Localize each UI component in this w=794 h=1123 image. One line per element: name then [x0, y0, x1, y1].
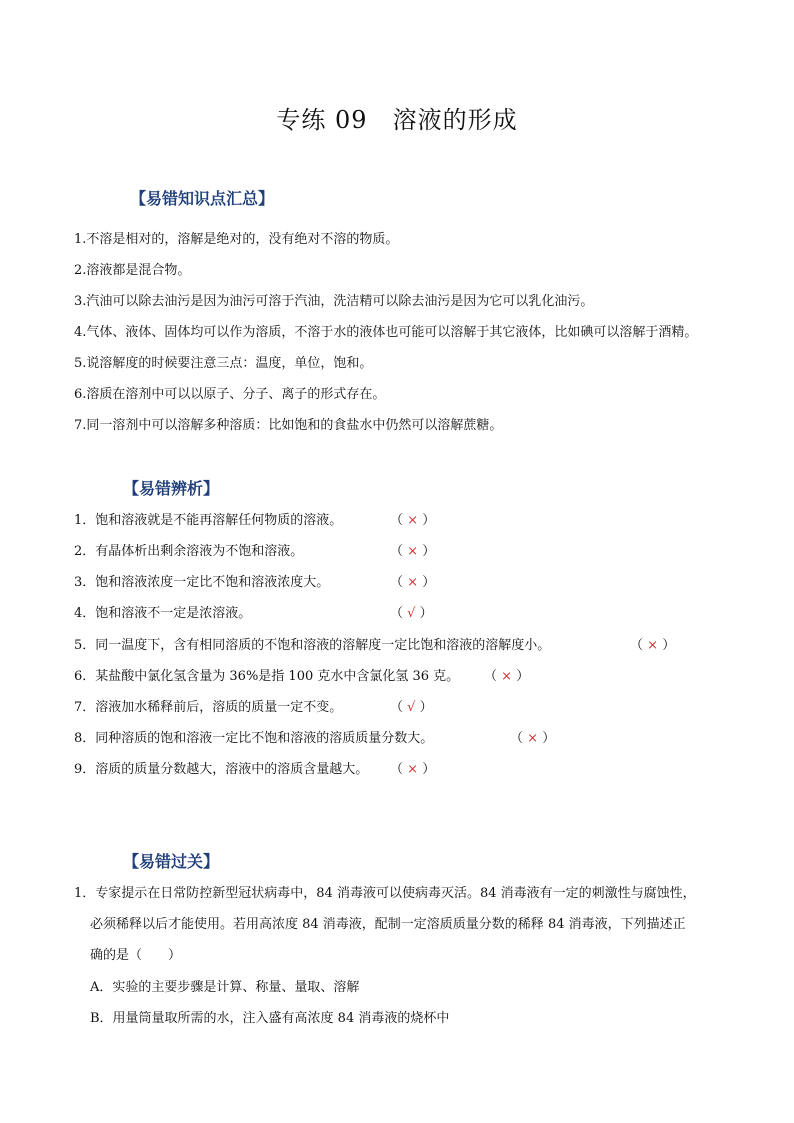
knowledge-item-1: 1.不溶是相对的，溶解是绝对的，没有绝对不溶的物质。 [74, 232, 399, 247]
page-title: 专练 09 溶液的形成 [276, 106, 518, 134]
knowledge-item-4: 4.气体、液体、固体均可以作为溶质，不溶于水的液体也可能可以溶解于其它液体，比如碘可以溶解于酒精。 [74, 325, 698, 340]
question-1-line-3: 确的是（ ） [90, 948, 182, 963]
knowledge-item-6: 6.溶质在溶剂中可以以原子、分子、离子的形式存在。 [74, 387, 386, 402]
judge-text: 2．有晶体析出剩余溶液为不饱和溶液。 [74, 544, 304, 559]
question-1-option-b: B．用量筒量取所需的水，注入盛有高浓度 84 消毒液的烧杯中 [90, 1011, 450, 1026]
knowledge-item-5: 5.说溶解度的时候要注意三点：温度，单位，饱和。 [74, 356, 373, 371]
judge-item-3 [74, 571, 329, 590]
knowledge-item-7: 7.同一溶剂中可以溶解多种溶质：比如饱和的食盐水中仍然可以溶解蔗糖。 [74, 418, 503, 433]
knowledge-item-3: 3.汽油可以除去油污是因为油污可溶于汽油，洗洁精可以除去油污是因为它可以乳化油污。 [74, 294, 594, 309]
judge-item-2 [74, 540, 303, 559]
judge-answer: （ × ） [510, 731, 556, 746]
cross-mark: × [407, 762, 419, 777]
cross-mark: × [501, 669, 513, 684]
judge-item-6 [74, 665, 459, 684]
section-heading-discrimination: 【易错辨析】 [123, 479, 220, 498]
question-1-line-1: 1．专家提示在日常防控新型冠状病毒中，84 消毒液可以使病毒灭活。84 消毒液有一定的刺激性与腐蚀性， [74, 886, 696, 901]
judge-answer: （ × ） [390, 762, 436, 777]
judge-text: 4．饱和溶液不一定是浓溶液。 [74, 606, 252, 621]
judge-item-7 [74, 696, 342, 715]
judge-text: 3．饱和溶液浓度一定比不饱和溶液浓度大。 [74, 575, 330, 590]
knowledge-item-2: 2.溶液都是混合物。 [74, 263, 191, 278]
judge-text: 8．同种溶质的饱和溶液一定比不饱和溶液的溶质质量分数大。 [74, 731, 434, 746]
judge-item-1 [74, 509, 342, 528]
judge-text: 5．同一温度下，含有相同溶质的不饱和溶液的溶解度一定比饱和溶液的溶解度小。 [74, 638, 551, 653]
judge-item-9 [74, 758, 368, 777]
judge-text: 9．溶质的质量分数越大，溶液中的溶质含量越大。 [74, 762, 369, 777]
judge-item-4 [74, 602, 251, 621]
cross-mark: × [407, 575, 419, 590]
check-mark: √ [407, 700, 416, 715]
judge-answer: （ √ ） [390, 700, 433, 715]
question-1-line-2: 必须稀释以后才能使用。若用高浓度 84 消毒液，配制一定溶质质量分数的稀释 84 消毒液，下列描述正 [90, 917, 686, 932]
cross-mark: × [527, 731, 539, 746]
section-heading-knowledge: 【易错知识点汇总】 [130, 189, 275, 208]
judge-item-5 [74, 634, 550, 653]
question-1-option-a: A．实验的主要步骤是计算、称量、量取、溶解 [90, 980, 360, 995]
cross-mark: × [407, 544, 419, 559]
judge-answer: （ × ） [630, 638, 676, 653]
judge-text: 6．某盐酸中氯化氢含量为 36%是指 100 克水中含氯化氢 36 克。 [74, 669, 460, 684]
judge-answer: （ √ ） [390, 606, 433, 621]
cross-mark: × [647, 638, 659, 653]
judge-item-8 [74, 727, 433, 746]
judge-answer: （ × ） [390, 575, 436, 590]
judge-text: 7．溶液加水稀释前后，溶质的质量一定不变。 [74, 700, 343, 715]
cross-mark: × [407, 513, 419, 528]
judge-answer: （ × ） [390, 544, 436, 559]
judge-text: 1．饱和溶液就是不能再溶解任何物质的溶液。 [74, 513, 343, 528]
judge-answer: （ × ） [484, 669, 530, 684]
judge-answer: （ × ） [390, 513, 436, 528]
check-mark: √ [407, 606, 416, 621]
section-heading-practice: 【易错过关】 [123, 852, 220, 871]
